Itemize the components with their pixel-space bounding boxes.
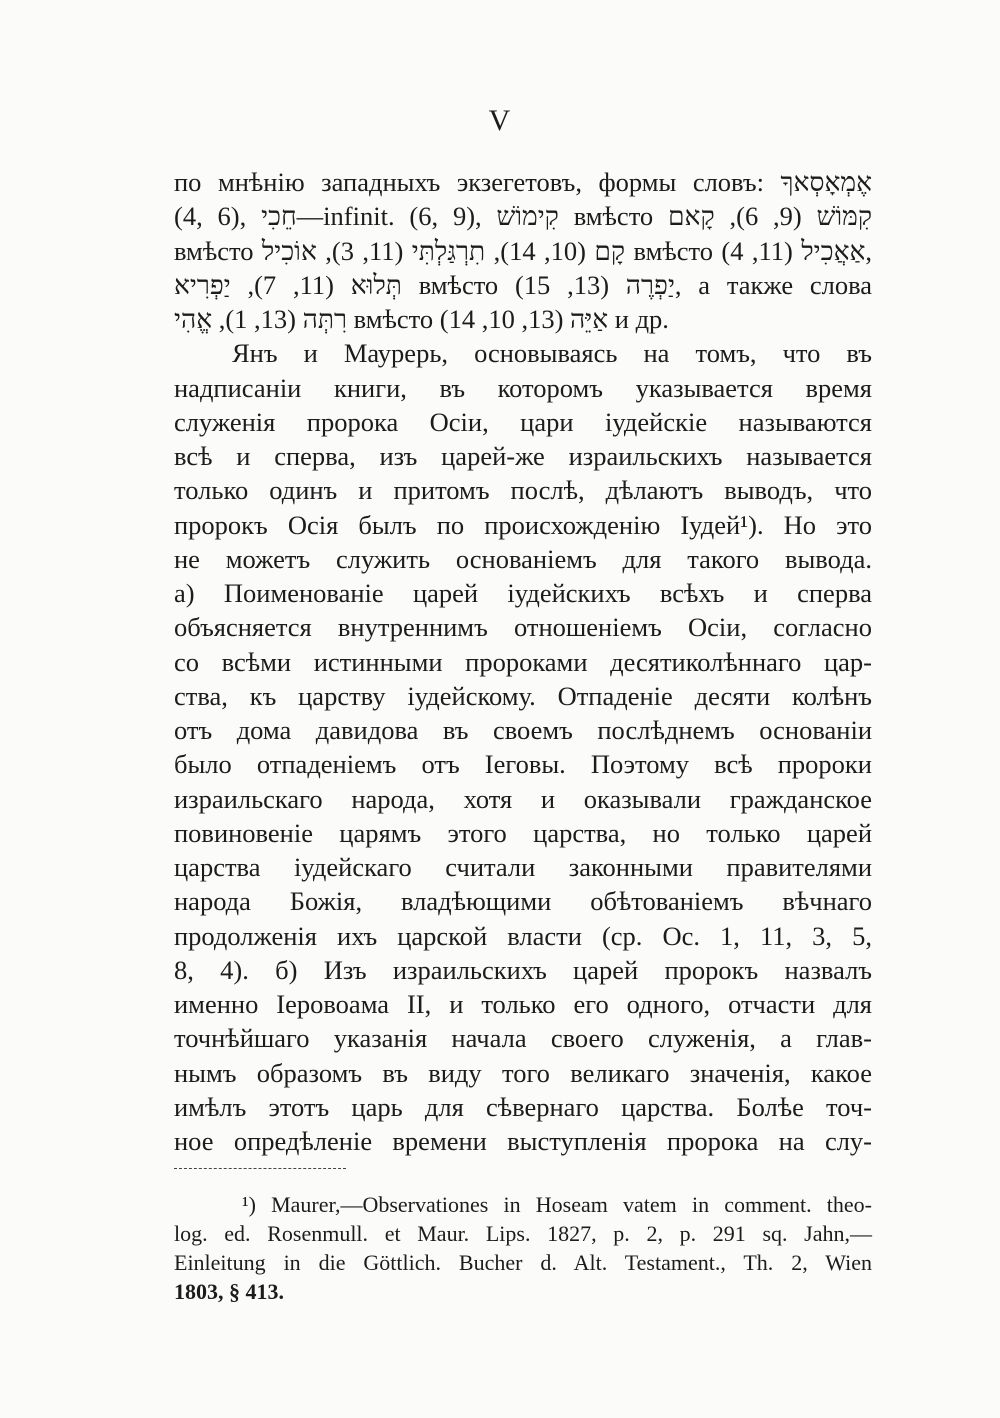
text-line: продолженія ихъ царской власти (ср. Ос. 1, 11, 3, 5, [174,920,872,951]
text-line: пророкъ Осія былъ по происхожденію Іудей¹). Но это [174,509,872,540]
text-line: со всѣми истинными пророками десятиколѣннаго цар- [174,646,872,677]
footnote-divider [174,1168,346,1169]
text-line: (4, 6), חֵכִי—infinit. (6, 9), קִימוֹשׁ вмѣсто קִמּוֹשׁ (9, 6), קָאם [174,201,872,232]
text-line: только одинъ и притомъ послѣ, дѣлаютъ выводъ, что [174,475,872,506]
footnote-line: Einleitung in die Göttlich. Bucher d. Alt. Testament., Th. 2, Wien [174,1250,872,1275]
text-line: народа Божія, владѣющими обѣтованіемъ вѣчнаго [174,886,872,917]
text-line: надписаніи книги, въ которомъ указывается время [174,372,872,403]
text-line: вмѣсто קָם (10, 14), תִרְגַּלְתִּי (11, 3), אוֹכִיל вмѣсто אַאֲכִיל (11, 4), [174,235,873,266]
text-line: царства іудейскаго считали законными правителями [174,852,872,882]
page-number: V [488,104,512,137]
text-line: было отпаденіемъ отъ Іеговы. Поэтому всѣ пророки [174,749,872,780]
body-text [174,165,872,1158]
text-line: имѣлъ этотъ царь для сѣвернаго царства. Болѣе точ- [174,1091,872,1122]
text-line: отъ дома давидова въ своемъ послѣднемъ основаніи [174,715,872,745]
text-line: точнѣйшаго указанія начала своего служенія, а глав- [174,1023,872,1054]
text-line: по мнѣнію западныхъ экзегетовъ, формы словъ: אֶמְאָסְאךָ [174,167,872,197]
footnote-line: 1803, § 413. [174,1279,284,1304]
paragraph-start-line: Янъ и Маурерь, основываясь на томъ, что въ [232,338,872,369]
footnote-line: ¹) Maurer,—Observationes in Hoseam vatem in comment. theo- [242,1192,872,1217]
text-line: всѣ и сперва, изъ царей-же израильскихъ называется [174,441,872,471]
text-line: не можетъ служить основаніемъ для такого вывода. [174,543,872,574]
text-line: а) Поименованіе царей іудейскихъ всѣхъ и сперва [174,578,872,608]
text-line: служенія пророка Осіи, цари іудейскіе называются [174,406,872,437]
text-line: повиновеніе царямъ этого царства, но только царей [174,817,872,848]
text-line: израильскаго народа, хотя и оказывали гражданское [174,783,872,814]
text-line: רִתְּה (13, 1), אֱהִי вмѣсто אַיֵּה (13, 10, 14) и др. [174,304,669,334]
text-line: объясняется внутреннимъ отношеніемъ Осіи, согласно [174,612,872,643]
text-line: תְּלוּא (11, 7), יַפְרִיא вмѣсто יַפְרֶה (13, 15), а также слова [174,269,873,300]
text-line: ное опредѣленіе времени выступленія пророка на слу- [174,1126,872,1156]
text-line: нымъ образомъ въ виду того великаго значенія, какое [174,1057,872,1088]
footnote [174,1190,872,1306]
text-line: ства, къ царству іудейскому. Отпаденіе десяти колѣнъ [174,680,872,711]
footnote-line: log. ed. Rosenmull. et Maur. Lips. 1827, p. 2, p. 291 sq. Jahn,— [174,1221,872,1246]
text-line: 8, 4). б) Изъ израильскихъ царей пророкъ назвалъ [174,954,872,985]
text-line: именно Іеровоама II, и только его одного, отчасти для [174,989,872,1019]
